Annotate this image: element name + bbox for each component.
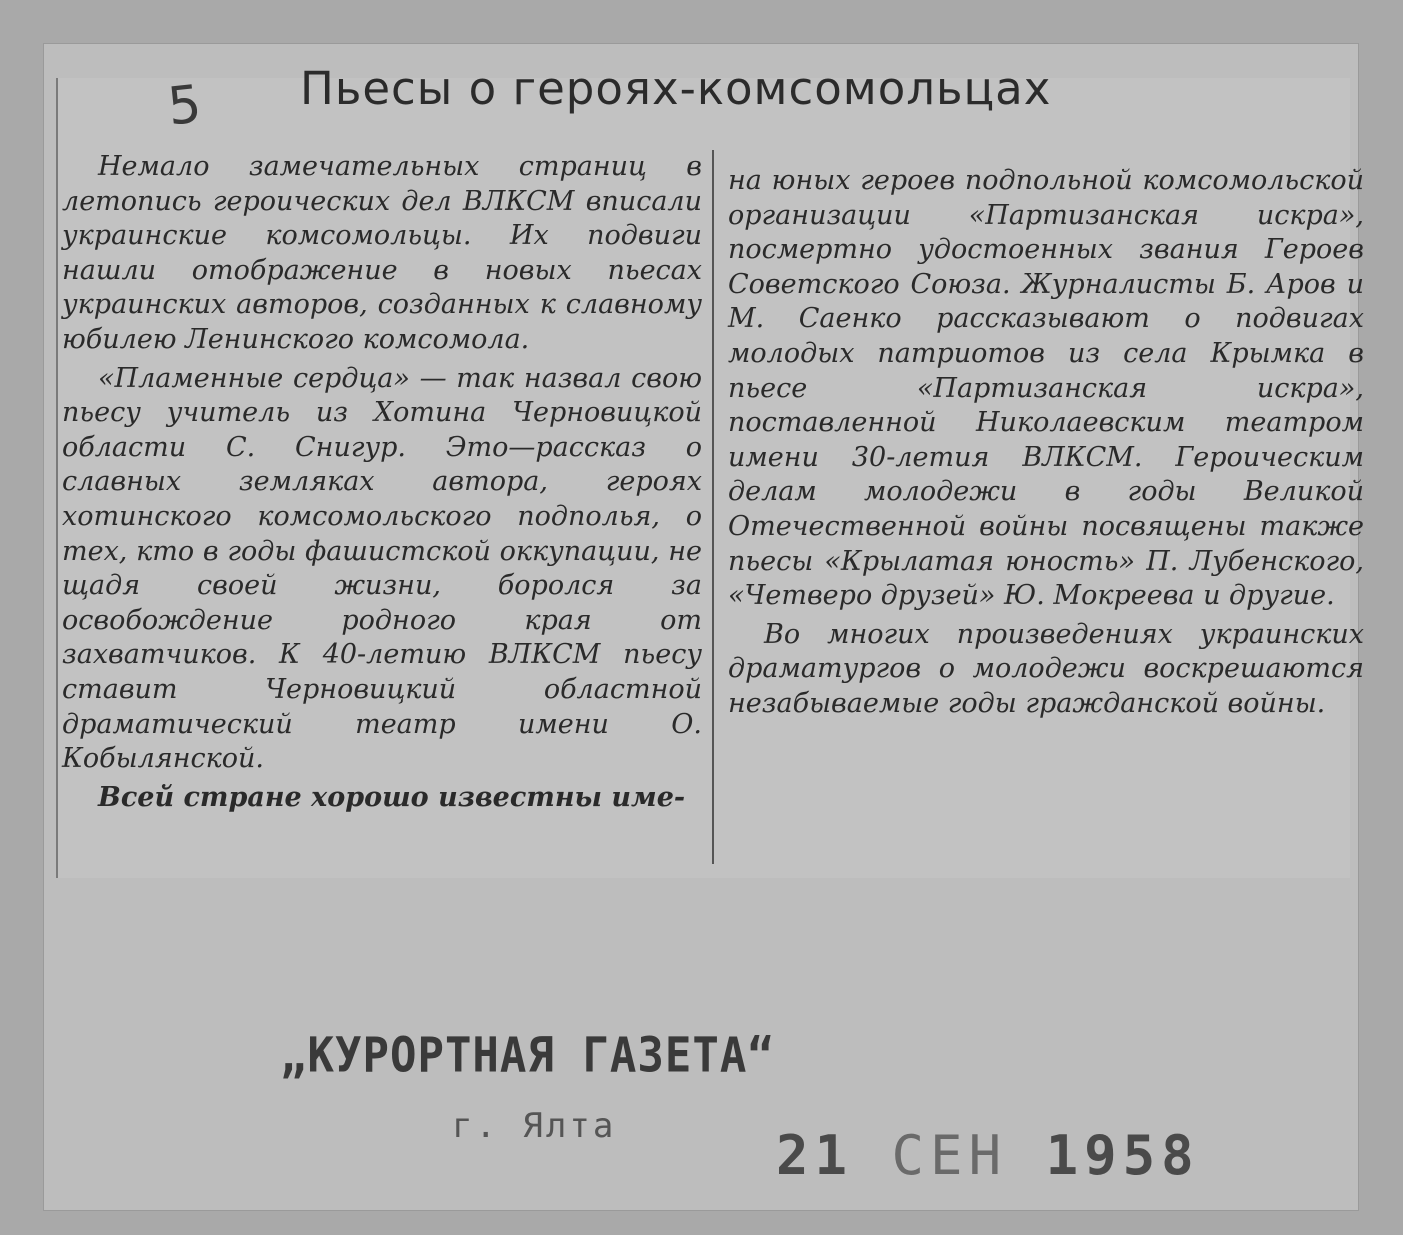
paragraph: на юных героев подпольной комсомольской организации «Партизанская искра», посмертно удостоенных звания Героев Советского Союза. Журналисты Б. Аров и М. Саенко рассказывают о подвигах молодых патриотов из села Крымка в пьесе «Партизанская искра», поставленной Николаевским театром имени 30-летия ВЛКСМ. Героическим делам молодежи в годы Великой Отечественной войны посвящены также пьесы «Крылатая юность» П. Лубенского, «Четверо друзей» Ю. Мокреева и другие. [728,165,1364,612]
date-stamp [776,1124,1200,1187]
paragraph: «Пламенные сердца» — так назвал свою пьесу учитель из Хотина Черновицкой области С. Снигур. Это—рассказ о славных земляках автора, героях хотинского комсомольского подполья, о тех, кто в годы фашистской оккупации, не щадя своей жизни, боролся за освобождение родного края от захватчиков. К 40-летию ВЛКСМ пьесу ставит Черновицкий областной драматический театр имени О. Кобылянской. [62,362,702,775]
article-column-2 [728,164,1364,722]
newspaper-name-stamp: „КУРОРТНАЯ ГАЗЕТА“ [280,1027,775,1084]
handwritten-page-number: 5 [164,74,205,138]
date-year: 1958 [1045,1124,1200,1187]
date-month: СЕН [891,1124,1008,1187]
article-title: Пьесы о героях-комсомольцах [300,62,1052,115]
city-stamp: г. Ялта [452,1106,617,1146]
paragraph: Во многих произведениях украинских драматургов о молодежи воскрешаются незабываемые годы гражданской войны. [728,618,1364,719]
date-day: 21 [776,1124,854,1187]
column-divider [712,150,714,864]
article-column-1 [62,150,702,815]
paragraph: Всей стране хорошо известны име- [98,781,686,813]
paragraph: Немало замечательных страниц в летопись героических дел ВЛКСМ вписали украинские комсомольцы. Их подвиги нашли отображение в новых пьесах украинских авторов, созданных к славному юбилею Ленинского комсомола. [62,151,702,355]
